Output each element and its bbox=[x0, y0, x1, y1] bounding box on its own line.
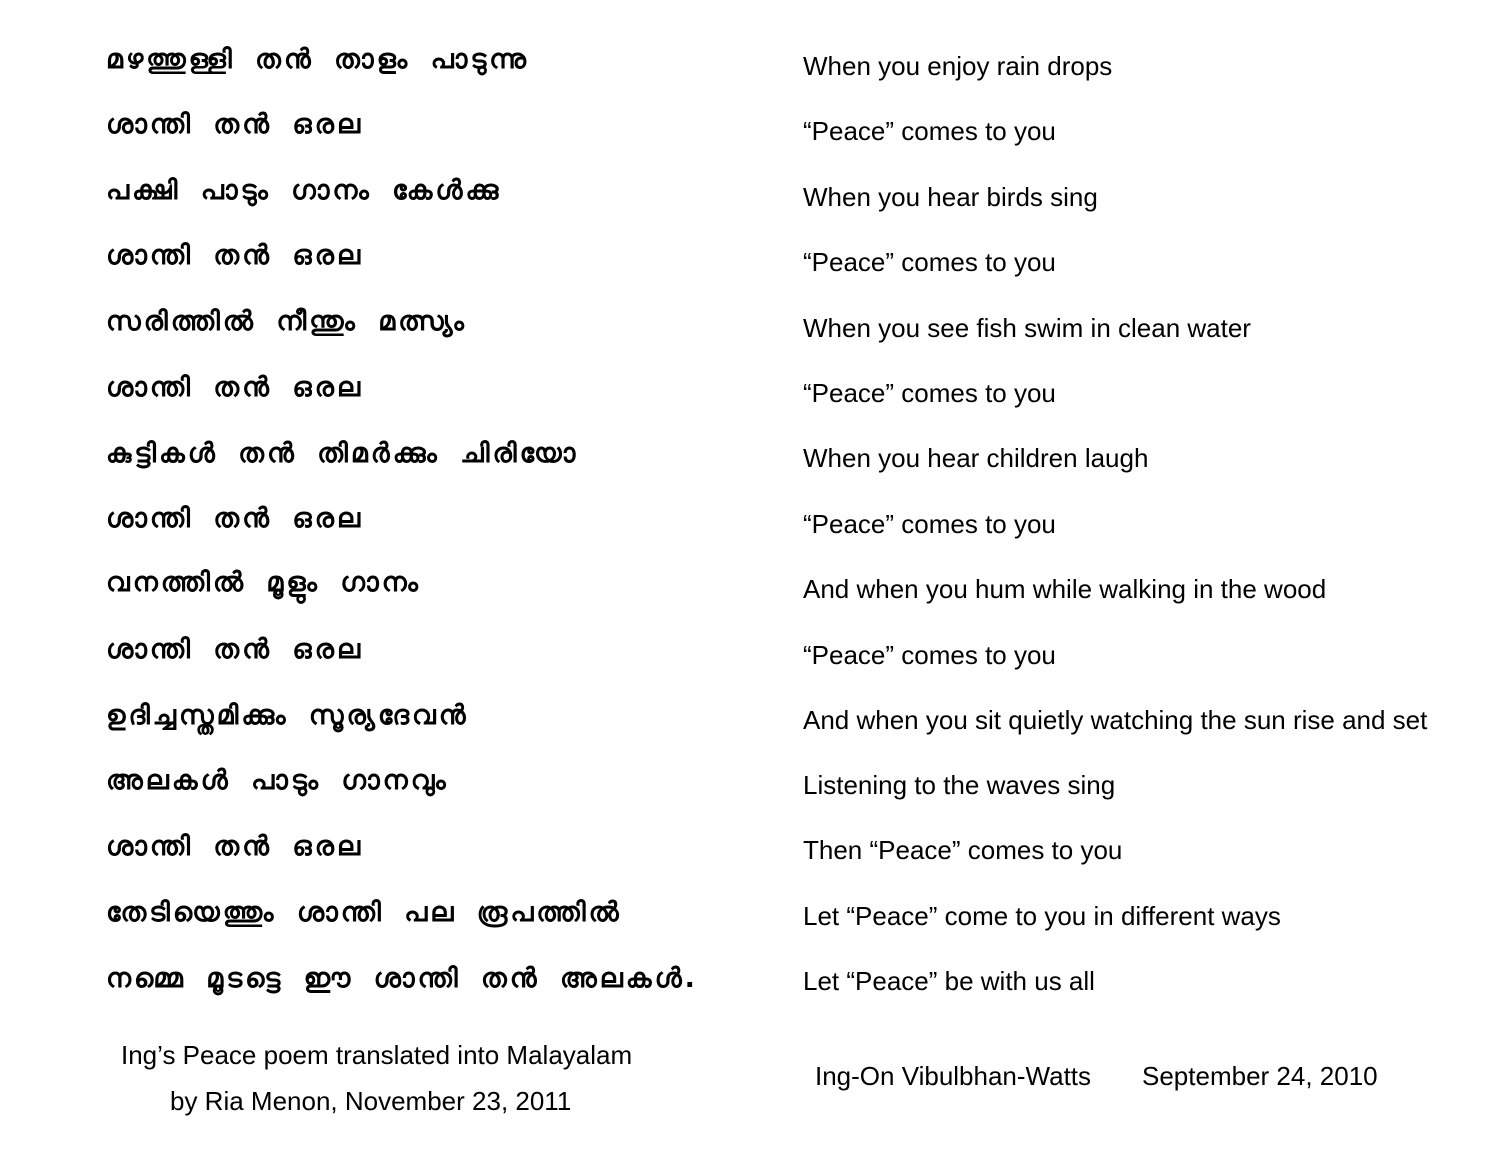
english-line: And when you sit quietly watching the sun rise and set bbox=[803, 705, 1428, 735]
malayalam-line: ശാന്തി തൻ ഒരല bbox=[106, 503, 364, 534]
author-name: Ing-On Vibulbhan-Watts bbox=[815, 1061, 1092, 1091]
malayalam-line: കുട്ടികൾ തൻ തിമർക്കും ചിരിയോ bbox=[106, 438, 579, 469]
english-line: Let “Peace” be with us all bbox=[803, 966, 1095, 996]
english-line: “Peace” comes to you bbox=[803, 640, 1056, 670]
malayalam-line: ശാന്തി തൻ ഒരല bbox=[106, 240, 364, 271]
translation-credit-line1: Ing’s Peace poem translated into Malayalam bbox=[121, 1040, 633, 1070]
malayalam-line: നമ്മെ മൂടട്ടെ ഈ ശാന്തി തൻ അലകൾ. bbox=[106, 963, 698, 994]
english-line: Let “Peace” come to you in different ways bbox=[803, 901, 1281, 931]
english-line: Listening to the waves sing bbox=[803, 770, 1116, 800]
translation-credit-line2: by Ria Menon, November 23, 2011 bbox=[170, 1086, 572, 1116]
malayalam-line: ശാന്തി തൻ ഒരല bbox=[106, 634, 364, 665]
english-line: “Peace” comes to you bbox=[803, 116, 1056, 146]
english-line: When you see fish swim in clean water bbox=[803, 313, 1251, 343]
english-line: And when you hum while walking in the wood bbox=[803, 574, 1327, 604]
malayalam-line: വനത്തിൽ മൂളും ഗാനം bbox=[106, 567, 421, 598]
malayalam-line: ശാന്തി തൻ ഒരല bbox=[106, 372, 364, 403]
malayalam-line: തേടിയെത്തും ശാന്തി പല രൂപത്തിൽ bbox=[106, 897, 622, 928]
malayalam-line: ശാന്തി തൻ ഒരല bbox=[106, 109, 364, 140]
malayalam-line: ഉദിച്ചസ്തമിക്കും സൂര്യദേവൻ bbox=[106, 700, 469, 731]
english-line: “Peace” comes to you bbox=[803, 247, 1056, 277]
poem-date: September 24, 2010 bbox=[1142, 1061, 1378, 1091]
english-line: “Peace” comes to you bbox=[803, 378, 1056, 408]
malayalam-line: അലകൾ പാടും ഗാനവും bbox=[106, 765, 449, 796]
english-line: When you enjoy rain drops bbox=[803, 51, 1113, 81]
malayalam-line: പക്ഷി പാടും ഗാനം കേൾക്കു bbox=[106, 175, 502, 206]
english-line: Then “Peace” comes to you bbox=[803, 835, 1123, 865]
english-line: When you hear children laugh bbox=[803, 443, 1149, 473]
malayalam-line: മഴത്തുള്ളി തൻ താളം പാടുന്നു bbox=[106, 44, 530, 75]
english-line: “Peace” comes to you bbox=[803, 509, 1056, 539]
english-line: When you hear birds sing bbox=[803, 182, 1098, 212]
malayalam-line: ശാന്തി തൻ ഒരല bbox=[106, 831, 364, 862]
malayalam-line: സരിത്തിൽ നീന്തും മത്സ്യം bbox=[106, 306, 467, 337]
